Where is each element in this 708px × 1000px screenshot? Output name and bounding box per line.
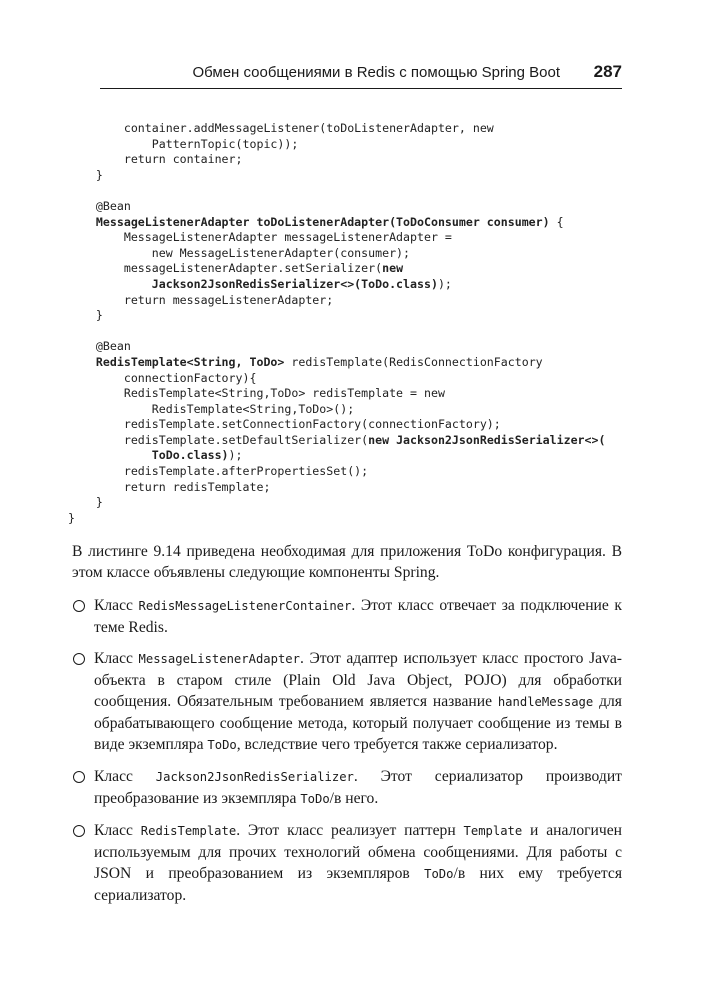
item-text: . Этот адаптер использует класс простого Java-объекта в старом стиле (Plain Old Java Object, POJO) для обработки сообщения. Обязательным требованием является название bbox=[94, 650, 622, 710]
code-line-bold: Jackson2JsonRedisSerializer<>(ToDo.class) bbox=[68, 276, 438, 291]
header-rule bbox=[100, 88, 622, 89]
list-item bbox=[72, 820, 622, 906]
item-text: , вследствие чего требуется также сериализатор. bbox=[236, 736, 558, 753]
item-text: . Этот сериализатор производит преобразование из экземпляра bbox=[94, 768, 622, 807]
item-text: . Этот класс отвечает за подключение к теме Redis. bbox=[94, 597, 622, 636]
item-code: Template bbox=[463, 824, 523, 838]
intro-paragraph: В листинге 9.14 приведена необходимая для приложения ToDo конфигурация. В этом классе объявлены следующие компоненты Spring. bbox=[72, 543, 622, 581]
item-code: RedisTemplate bbox=[140, 824, 237, 838]
code-line: return messageListenerAdapter; bbox=[68, 292, 334, 307]
item-code: ToDo bbox=[207, 738, 237, 752]
code-line-bold: ToDo.class) bbox=[68, 448, 229, 463]
circle-bullet-icon bbox=[73, 771, 85, 783]
component-list bbox=[72, 595, 622, 906]
code-line-bold: new bbox=[382, 261, 404, 276]
code-line-bold: MessageListenerAdapter toDoListenerAdapter(ToDoConsumer consumer) bbox=[68, 214, 550, 229]
item-text: для обрабатывающего сообщение метода, который получает сообщение из темы в виде экземпляра bbox=[94, 693, 622, 753]
code-line: messageListenerAdapter.setSerializer( bbox=[68, 261, 383, 276]
code-line: ); bbox=[437, 276, 452, 291]
code-line: } bbox=[68, 495, 103, 510]
page-number: 287 bbox=[593, 62, 622, 81]
item-text: Класс bbox=[94, 768, 156, 785]
item-code: handleMessage bbox=[497, 695, 594, 709]
item-text: . Этот класс реализует паттерн bbox=[236, 822, 464, 839]
code-line: connectionFactory){ bbox=[68, 370, 257, 385]
running-header bbox=[100, 60, 622, 88]
code-line: } bbox=[68, 167, 103, 182]
code-line: ); bbox=[228, 448, 243, 463]
list-item bbox=[72, 766, 622, 810]
circle-bullet-icon bbox=[73, 600, 85, 612]
chapter-title: Обмен сообщениями в Redis с помощью Spring Boot bbox=[192, 64, 560, 81]
code-line: container.addMessageListener(toDoListenerAdapter, new bbox=[68, 121, 494, 135]
code-listing bbox=[68, 121, 648, 526]
item-code: MessageListenerAdapter bbox=[138, 652, 300, 666]
item-text: /в него. bbox=[329, 790, 379, 807]
item-code: RedisMessageListenerContainer bbox=[138, 599, 352, 613]
item-code: ToDo bbox=[300, 792, 330, 806]
code-line: @Bean bbox=[68, 339, 131, 354]
code-line-bold: new Jackson2JsonRedisSerializer<>( bbox=[368, 432, 606, 447]
code-line: redisTemplate.setDefaultSerializer( bbox=[68, 432, 369, 447]
item-text: Класс bbox=[94, 822, 141, 839]
code-line: new MessageListenerAdapter(consumer); bbox=[68, 245, 411, 260]
code-line: RedisTemplate<String,ToDo>(); bbox=[68, 401, 355, 416]
item-text: и аналогичен используемым для прочих технологий обмена сообщениями. Для работы с JSON и преобразованием из экземпляров bbox=[94, 822, 622, 882]
item-text: Класс bbox=[94, 650, 139, 667]
list-item bbox=[72, 648, 622, 756]
code-line: redisTemplate(RedisConnectionFactory bbox=[284, 354, 543, 369]
code-line: redisTemplate.afterPropertiesSet(); bbox=[68, 464, 369, 479]
item-code: ToDo bbox=[424, 867, 454, 881]
item-text: Класс bbox=[94, 597, 139, 614]
list-item bbox=[72, 595, 622, 638]
circle-bullet-icon bbox=[73, 653, 85, 665]
code-line: return redisTemplate; bbox=[68, 479, 271, 494]
code-line: PatternTopic(topic)); bbox=[68, 136, 299, 151]
code-line: { bbox=[549, 214, 564, 229]
code-line: } bbox=[68, 308, 103, 323]
code-line-bold: RedisTemplate<String, ToDo> bbox=[68, 354, 285, 369]
code-line: redisTemplate.setConnectionFactory(connectionFactory); bbox=[68, 417, 501, 432]
body-text bbox=[72, 541, 622, 916]
code-line: @Bean bbox=[68, 198, 131, 213]
item-code: Jackson2JsonRedisSerializer bbox=[155, 770, 354, 784]
item-text: /в них ему требуется сериализатор. bbox=[94, 865, 623, 904]
circle-bullet-icon bbox=[73, 825, 85, 837]
code-line: return container; bbox=[68, 152, 243, 167]
code-line: } bbox=[68, 510, 75, 525]
code-line: RedisTemplate<String,ToDo> redisTemplate = new bbox=[68, 386, 445, 401]
code-line: MessageListenerAdapter messageListenerAdapter = bbox=[68, 230, 452, 245]
